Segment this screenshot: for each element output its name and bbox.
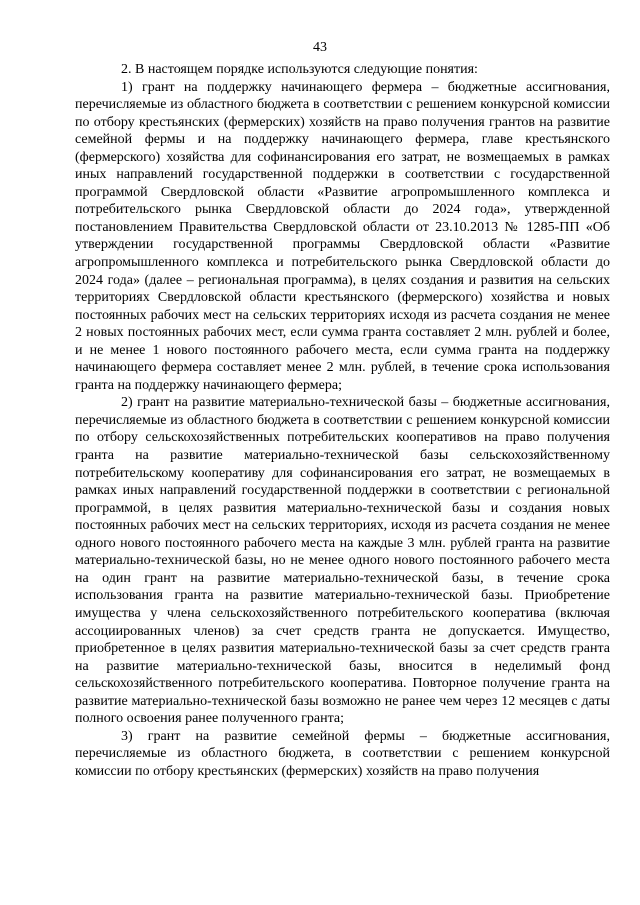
document-body: [75, 61, 610, 780]
page-number: 43: [313, 40, 327, 55]
paragraph-grant-beginning-farmer: 1) грант на поддержку начинающего фермера – бюджетные ассигнования, перечисляемые из областного бюджета в соответствии с решением конкурсной комиссии по отбору крестьянских (фермерских) хозяйств на право получения грантов на развитие семейной фермы и на поддержку начинающего фермера, главе крестьянского (фермерского) хозяйства для софинансирования его затрат, не возмещаемых в рамках иных направлений государственной поддержки в соответствии с государственной программой Свердловской области «Развитие агропромышленного комплекса и потребительского рынка Свердловской области до 2024 года», утвержденной постановлением Правительства Свердловской области от 23.10.2013 № 1285-ПП «Об утверждении государственной программы Свердловской области «Развитие агропромышленного комплекса и потребительского рынка Свердловской области до 2024 года» (далее – региональная программа), в целях создания и развития на сельских территориях Свердловской области крестьянского (фермерского) хозяйства и новых постоянных рабочих мест на сельских территориях исходя из расчета создания не менее 2 новых постоянных рабочих мест, если сумма гранта составляет 2 млн. рублей и более, и не менее 1 нового постоянного рабочего места, если сумма гранта на поддержку начинающего фермера составляет менее 2 млн. рублей, в течение срока использования гранта на поддержку начинающего фермера;: [75, 79, 610, 393]
paragraph-grant-family-farm: 3) грант на развитие семейной фермы – бюджетные ассигнования, перечисляемые из областного бюджета, в соответствии с решением конкурсной комиссии по отбору крестьянских (фермерских) хозяйств на право получения: [75, 728, 610, 779]
paragraph-definitions-intro: 2. В настоящем порядке используются следующие понятия:: [121, 62, 478, 77]
paragraph-grant-material-technical-base: 2) грант на развитие материально-технической базы – бюджетные ассигнования, перечисляемые из областного бюджета в соответствии с решением конкурсной комиссии по отбору сельскохозяйственных потребительских кооперативов на право получения гранта на развитие материально-технической базы сельскохозяйственному потребительскому кооперативу для софинансирования его затрат, не возмещаемых в рамках иных направлений государственной поддержки в соответствии с региональной программой, в целях развития материально-технической базы и создания новых постоянных рабочих мест на сельских территориях, исходя из расчета создания не менее одного нового постоянного рабочего места на каждые 3 млн. рублей гранта на развитие материально-технической базы, но не менее одного нового постоянного рабочего места на один грант на развитие материально-технической базы, в течение срока использования гранта на развитие материально-технической базы. Приобретение имущества у члена сельскохозяйственного потребительского кооператива (включая ассоциированных членов) за счет средств гранта не допускается. Имущество, приобретенное в целях развития материально-технической базы за счет средств гранта на развитие материально-технической базы, вносится в неделимый фонд сельскохозяйственного потребительского кооператива. Повторное получение гранта на развитие материально-технической базы возможно не ранее чем через 12 месяцев с даты полного освоения ранее полученного гранта;: [75, 395, 610, 727]
